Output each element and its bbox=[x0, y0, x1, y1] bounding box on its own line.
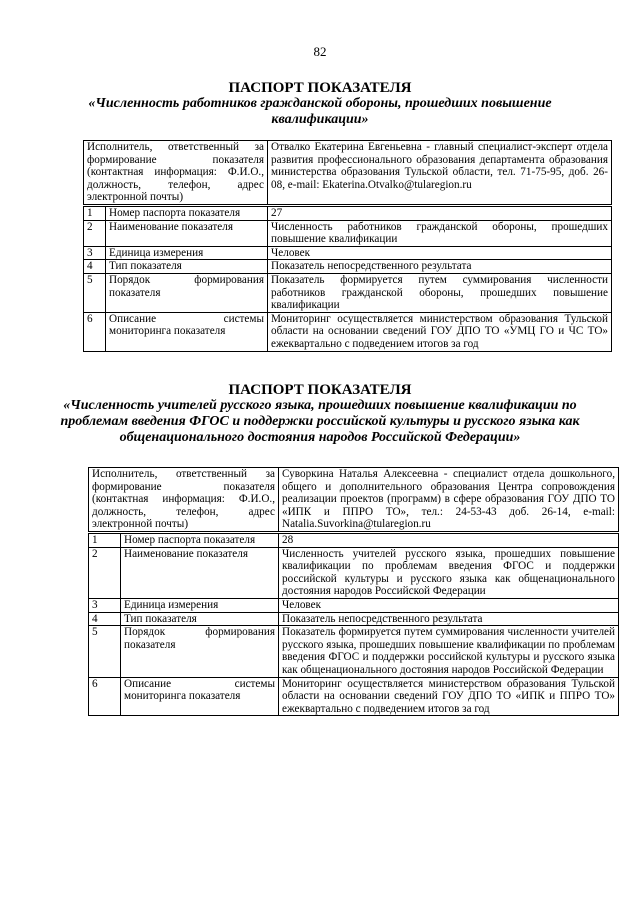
row-number: 6 bbox=[84, 312, 106, 351]
passport-2-heading: ПАСПОРТ ПОКАЗАТЕЛЯ bbox=[228, 382, 412, 398]
row-value: Показатель формируется путем суммирования численности учителей русского языка, прошедших повышение квалификации по проблемам введения ФГОС и поддержки российской культуры и русского языка как общенационального достояния народов Российской Федерации bbox=[279, 626, 619, 677]
passport-2-title bbox=[60, 382, 580, 446]
passport-1-title bbox=[60, 80, 580, 128]
executor-value: Суворкина Наталья Алексеевна - специалист отдела дошкольного, общего и дополнительного образования Центра сопровождения реализации проектов (программ) в сфере образования ГОУ ДПО ТО «ИПК и ППРО ТО», тел.: 24-53-43 доб. 26-14, e-mail: Natalia.Suvorkina@tularegion.ru bbox=[279, 468, 619, 533]
row-label: Наименование показателя bbox=[106, 220, 268, 246]
row-number: 3 bbox=[89, 598, 121, 612]
row-number: 5 bbox=[84, 273, 106, 312]
row-number: 5 bbox=[89, 626, 121, 677]
row-label: Наименование показателя bbox=[121, 547, 279, 598]
row-number: 2 bbox=[84, 220, 106, 246]
row-value: Показатель непосредственного результата bbox=[268, 260, 612, 274]
passport-2-table bbox=[88, 467, 619, 716]
row-label: Описание системы мониторинга показателя bbox=[106, 312, 268, 351]
executor-row bbox=[89, 468, 619, 533]
page-number: 82 bbox=[313, 44, 327, 59]
row-value: Мониторинг осуществляется министерством образования Тульской области на основании сведений ГОУ ДПО ТО «ИПК и ППРО ТО» ежеквартально с подведением итогов за год bbox=[279, 677, 619, 716]
table-row bbox=[89, 598, 619, 612]
row-value: Человек bbox=[268, 246, 612, 260]
row-label: Номер паспорта показателя bbox=[121, 532, 279, 547]
passport-1-heading: ПАСПОРТ ПОКАЗАТЕЛЯ bbox=[228, 80, 412, 96]
row-number: 4 bbox=[89, 612, 121, 626]
table-row bbox=[84, 312, 612, 351]
table-row bbox=[84, 220, 612, 246]
row-value: 28 bbox=[279, 532, 619, 547]
row-label: Описание системы мониторинга показателя bbox=[121, 677, 279, 716]
row-number: 2 bbox=[89, 547, 121, 598]
row-label: Номер паспорта показателя bbox=[106, 205, 268, 220]
row-label: Порядок формирования показателя bbox=[121, 626, 279, 677]
passport-1-subtitle: «Численность работников гражданской обороны, прошедших повышение квалификации» bbox=[88, 96, 552, 127]
table-row bbox=[84, 205, 612, 220]
row-label: Единица измерения bbox=[106, 246, 268, 260]
row-label: Порядок формирования показателя bbox=[106, 273, 268, 312]
table-row bbox=[84, 260, 612, 274]
row-value: Численность работников гражданской обороны, прошедших повышение квалификации bbox=[268, 220, 612, 246]
table-row bbox=[89, 626, 619, 677]
row-number: 4 bbox=[84, 260, 106, 274]
row-number: 1 bbox=[89, 532, 121, 547]
row-value: Человек bbox=[279, 598, 619, 612]
row-value: Численность учителей русского языка, прошедших повышение квалификации по проблемам введения ФГОС и поддержки российской культуры и русского языка как общенационального достояния народов Российской Федерации bbox=[279, 547, 619, 598]
row-value: 27 bbox=[268, 205, 612, 220]
executor-label: Исполнитель, ответственный за формирование показателя (контактная информация: Ф.И.О., должность, телефон, адрес электронной почты) bbox=[89, 468, 279, 533]
row-number: 3 bbox=[84, 246, 106, 260]
row-label: Единица измерения bbox=[121, 598, 279, 612]
row-label: Тип показателя bbox=[106, 260, 268, 274]
executor-label: Исполнитель, ответственный за формирование показателя (контактная информация: Ф.И.О., должность, телефон, адрес электронной почты) bbox=[84, 141, 268, 206]
table-row bbox=[84, 246, 612, 260]
executor-value: Отвалко Екатерина Евгеньевна - главный специалист-эксперт отдела развития профессионального образования департамента образования министерства образования Тульской области, тел. 71-75-95, доб. 26-08, e-mail: Ekaterina.Otvalko@tularegion.ru bbox=[268, 141, 612, 206]
row-number: 6 bbox=[89, 677, 121, 716]
row-value: Показатель непосредственного результата bbox=[279, 612, 619, 626]
passport-1-table bbox=[83, 140, 612, 352]
row-label: Тип показателя bbox=[121, 612, 279, 626]
executor-row bbox=[84, 141, 612, 206]
row-value: Мониторинг осуществляется министерством образования Тульской области на основании сведений ГОУ ДПО ТО «УМЦ ГО и ЧС ТО» ежеквартально с подведением итогов за год bbox=[268, 312, 612, 351]
table-row bbox=[89, 532, 619, 547]
row-number: 1 bbox=[84, 205, 106, 220]
table-row bbox=[89, 677, 619, 716]
table-row bbox=[89, 547, 619, 598]
table-row bbox=[89, 612, 619, 626]
passport-2-subtitle: «Численность учителей русского языка, прошедших повышение квалификации по проблемам введения ФГОС и поддержки российской культуры и русского языка как общенационального достояния народов Российской Федерации» bbox=[60, 398, 580, 445]
table-row bbox=[84, 273, 612, 312]
row-value: Показатель формируется путем суммирования численности работников гражданской обороны, прошедших повышение квалификации bbox=[268, 273, 612, 312]
